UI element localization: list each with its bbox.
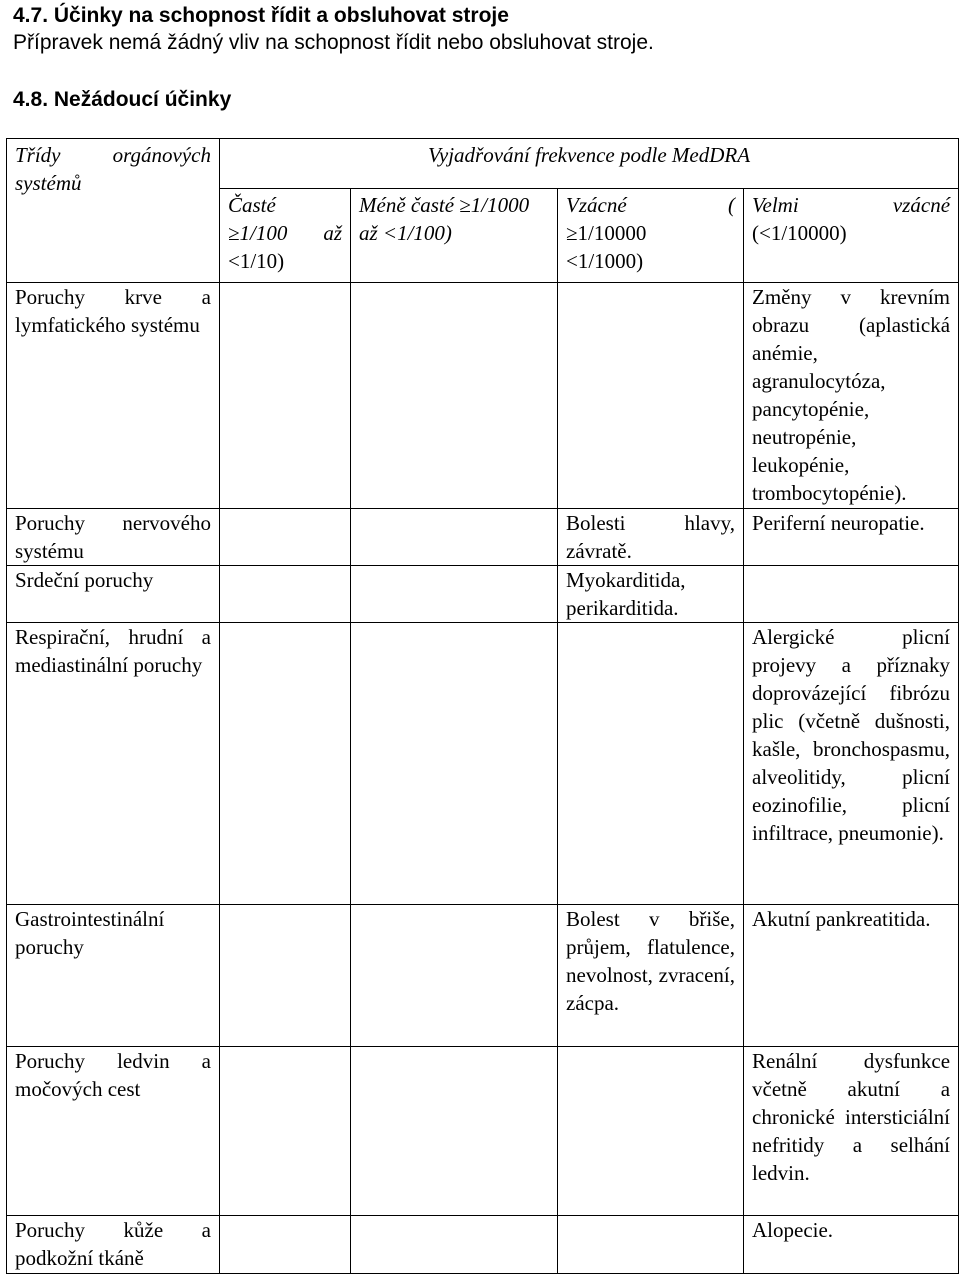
header-very-rare-line2: (<1/10000) (752, 221, 847, 245)
organ-class-cell: Respirační, hrudní a mediastinální poruchy (7, 623, 220, 905)
table-row (7, 509, 959, 566)
very-rare-cell (744, 566, 959, 623)
table-row (7, 283, 959, 509)
common-cell (220, 509, 351, 566)
table-row (7, 1216, 959, 1274)
rare-cell (558, 623, 744, 905)
organ-class-header (7, 139, 220, 283)
header-common-line3: <1/10) (228, 249, 285, 273)
header-uncommon (351, 189, 558, 283)
table-header-row-1 (7, 139, 959, 189)
header-rare-line2: ≥1/10000 (566, 221, 647, 245)
very-rare-cell: Změny v krevním obrazu (aplastická anémie, agranulocytóza, pancytopénie, neutropénie, leukopénie, trombocytopénie). (744, 283, 959, 509)
header-uncommon-line2: až <1/100) (359, 221, 452, 245)
section-4-7-text: Přípravek nemá žádný vliv na schopnost řídit nebo obsluhovat stroje. (13, 31, 654, 54)
table-row (7, 566, 959, 623)
organ-class-cell: Poruchy kůže a podkožní tkáně (7, 1216, 220, 1274)
common-cell (220, 623, 351, 905)
organ-class-cell: Gastrointestinální poruchy (7, 905, 220, 1047)
uncommon-cell (351, 905, 558, 1047)
uncommon-cell (351, 1216, 558, 1274)
common-cell (220, 1047, 351, 1216)
section-4-8-heading: 4.8. Nežádoucí účinky (13, 88, 232, 111)
rare-cell: Myokarditida, perikarditida. (558, 566, 744, 623)
very-rare-cell: Alergické plicní projevy a příznaky doprovázející fibrózu plic (včetně dušnosti, kašle, bronchospasmu, alveolitidy, plicní eozinofilie, plicní infiltrace, pneumonie). (744, 623, 959, 905)
adverse-effects-table (6, 138, 959, 1274)
organ-class-header-line1: Třídy orgánových (15, 143, 211, 167)
header-rare-line3: <1/1000) (566, 249, 644, 273)
rare-cell (558, 283, 744, 509)
rare-cell (558, 1047, 744, 1216)
frequency-group-header: Vyjadřování frekvence podle MedDRA (220, 139, 959, 189)
table-row (7, 1047, 959, 1216)
uncommon-cell (351, 1047, 558, 1216)
header-common-line1: Časté (228, 193, 276, 217)
common-cell (220, 566, 351, 623)
rare-cell: Bolest v břiše, průjem, flatulence, nevolnost, zvracení, zácpa. (558, 905, 744, 1047)
header-common (220, 189, 351, 283)
uncommon-cell (351, 623, 558, 905)
very-rare-cell: Alopecie. (744, 1216, 959, 1274)
common-cell (220, 905, 351, 1047)
table-row (7, 905, 959, 1047)
header-rare-line1: Vzácné ( (566, 193, 735, 217)
organ-class-cell: Poruchy ledvin a močových cest (7, 1047, 220, 1216)
very-rare-cell: Akutní pankreatitida. (744, 905, 959, 1047)
rare-cell: Bolesti hlavy, závratě. (558, 509, 744, 566)
organ-class-cell: Poruchy krve a lymfatického systému (7, 283, 220, 509)
uncommon-cell (351, 283, 558, 509)
rare-cell (558, 1216, 744, 1274)
header-uncommon-line1: Méně časté ≥1/1000 (359, 193, 530, 217)
uncommon-cell (351, 509, 558, 566)
very-rare-cell: Renální dysfunkce včetně akutní a chronické intersticiální nefritidy a selhání ledvin. (744, 1047, 959, 1216)
section-4-7-heading: 4.7. Účinky na schopnost řídit a obsluhovat stroje (13, 4, 509, 27)
organ-class-header-line2: systémů (15, 171, 82, 195)
header-very-rare-line1: Velmi vzácné (752, 193, 951, 217)
organ-class-cell: Poruchy nervového systému (7, 509, 220, 566)
very-rare-cell: Periferní neuropatie. (744, 509, 959, 566)
uncommon-cell (351, 566, 558, 623)
header-very-rare (744, 189, 959, 283)
header-rare (558, 189, 744, 283)
common-cell (220, 1216, 351, 1274)
common-cell (220, 283, 351, 509)
header-common-line2: ≥1/100 až (228, 221, 342, 245)
organ-class-cell: Srdeční poruchy (7, 566, 220, 623)
table-row (7, 623, 959, 905)
